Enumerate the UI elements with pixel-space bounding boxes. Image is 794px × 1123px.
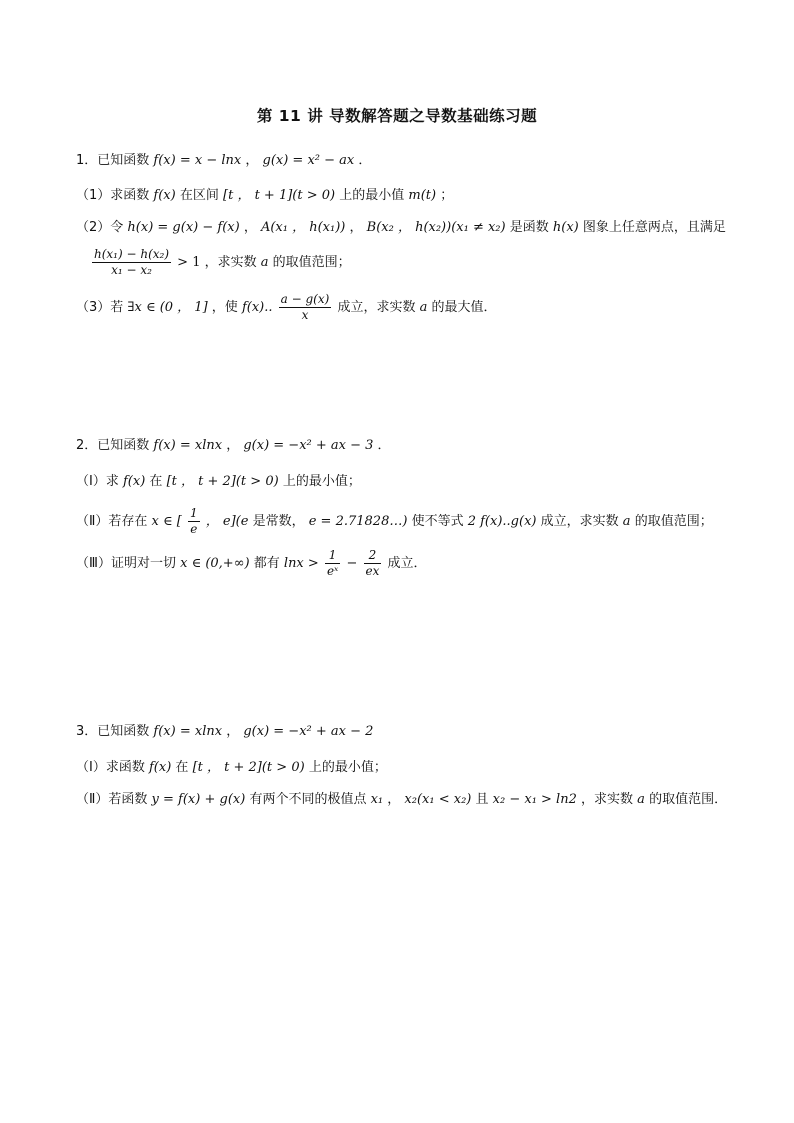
problem-1-part-2-cond <box>90 247 351 278</box>
formula: a <box>637 792 645 807</box>
text: 在区间 <box>179 188 219 203</box>
formula: A(x₁ ， h(x₁)) <box>260 220 346 235</box>
formula: [t ， t + 2](t > 0) <box>192 760 305 775</box>
text: （Ⅰ）求 <box>76 474 119 489</box>
text: 的最大值． <box>431 300 497 315</box>
text: 图象上任意两点，且满足 <box>582 220 726 235</box>
text: （Ⅱ）若存在 <box>76 514 148 529</box>
text: 在 <box>149 474 163 489</box>
text: ； <box>440 188 454 203</box>
formula: f(x) = xlnx <box>153 438 223 453</box>
text: （Ⅱ）若函数 <box>76 792 148 807</box>
formula: ∃x ∈ (0 ， 1] <box>127 300 208 315</box>
formula: lnx > <box>283 556 319 571</box>
text: 是函数 <box>509 220 549 235</box>
fraction-denominator: x₁ − x₂ <box>111 263 152 277</box>
formula: [t ， t + 1](t > 0) <box>223 188 336 203</box>
text: 上的最小值； <box>308 760 387 775</box>
formula: a <box>419 300 428 315</box>
problem-2-part-2 <box>76 506 713 537</box>
text: （2）令 <box>76 220 124 235</box>
text: 成立，求实数 <box>337 300 416 315</box>
text: ，求实数 <box>581 792 634 807</box>
text: 3．已知函数 <box>76 724 150 739</box>
fraction-denominator: eˣ <box>326 564 339 578</box>
formula: f(x).. <box>241 300 273 315</box>
fraction <box>92 247 171 278</box>
formula: a <box>260 255 269 270</box>
text: 是常数， <box>252 514 305 529</box>
fraction-numerator: 1 <box>189 506 198 520</box>
formula: m(t) <box>408 188 437 203</box>
fraction-denominator: x <box>301 308 309 322</box>
formula: [t ， t + 2](t > 0) <box>166 474 279 489</box>
text: 使不等式 <box>411 514 464 529</box>
problem-2-stem: 2．已知函数 f(x) = xlnx ， g(x) = −x² + ax − 3 ． <box>76 438 391 453</box>
fraction-numerator: a − g(x) <box>280 292 330 306</box>
fraction-numerator: h(x₁) − h(x₂) <box>94 247 170 261</box>
formula: e = 2.71828…) <box>308 514 408 529</box>
text: 的取值范围． <box>649 792 728 807</box>
formula: x ∈ (0,+∞) <box>180 556 250 571</box>
fraction <box>188 506 200 537</box>
text: ，使 <box>211 300 238 315</box>
formula: > 1 <box>177 255 201 270</box>
problem-3-part-1 <box>76 758 387 778</box>
problem-3-part-2: （Ⅱ）若函数 y = f(x) + g(x) 有两个不同的极值点 x₁ ， x₂(x₁ < x₂) 且 x₂ − x₁ > ln2 ，求实数 a 的取值范围． <box>76 792 728 807</box>
text: 的取值范围； <box>634 514 713 529</box>
formula: y = f(x) + g(x) <box>151 792 246 807</box>
formula: f(x) <box>148 760 172 775</box>
formula: x₂ − x₁ > ln2 <box>492 792 577 807</box>
formula: f(x) = x − lnx <box>153 153 242 168</box>
formula: f(x) <box>122 474 146 489</box>
formula: f(x) <box>153 188 176 203</box>
problem-1-part-2: （2）令 h(x) = g(x) − f(x) ， A(x₁ ， h(x₁)) ， B(x₂ ， h(x₂))(x₁ ≠ x₂) 是函数 h(x) 图象上任意两点，且满足 <box>76 220 726 235</box>
formula: g(x) = x² − ax <box>262 153 355 168</box>
text: 上的最小值； <box>282 474 361 489</box>
page-title: 第 11 讲 导数解答题之导数基础练习题 <box>256 107 538 125</box>
formula: a <box>622 514 631 529</box>
problem-1-part-1 <box>76 186 453 206</box>
fraction <box>279 292 332 323</box>
text: 的取值范围； <box>272 255 351 270</box>
formula: f(x) = xlnx <box>153 724 223 739</box>
formula: ， e](e <box>205 514 249 529</box>
problem-2-part-3 <box>76 548 427 579</box>
text: （Ⅰ）求函数 <box>76 760 145 775</box>
formula: g(x) = −x² + ax − 3 <box>243 438 374 453</box>
fraction <box>364 548 382 579</box>
problem-1-stem: 1．已知函数 f(x) = x − lnx ， g(x) = x² − ax ． <box>76 153 372 168</box>
problem-1-part-3 <box>76 292 497 323</box>
formula: g(x) = −x² + ax − 2 <box>243 724 374 739</box>
text: （1）求函数 <box>76 188 150 203</box>
formula: h(x) <box>552 220 579 235</box>
text: 都有 <box>253 556 280 571</box>
formula: h(x) = g(x) − f(x) <box>127 220 240 235</box>
text: ，求实数 <box>204 255 257 270</box>
text: 1．已知函数 <box>76 153 150 168</box>
text: （3）若 <box>76 300 124 315</box>
text: 2．已知函数 <box>76 438 150 453</box>
formula: − <box>346 556 358 571</box>
fraction <box>325 548 340 579</box>
text: 有两个不同的极值点 <box>249 792 367 807</box>
formula: 2 f(x)..g(x) <box>467 514 537 529</box>
formula: B(x₂ ， h(x₂))(x₁ ≠ x₂) <box>366 220 506 235</box>
text: 成立，求实数 <box>540 514 619 529</box>
fraction-numerator: 2 <box>364 548 382 564</box>
formula: x₂(x₁ < x₂) <box>404 792 472 807</box>
fraction-denominator: e <box>190 522 198 536</box>
formula: x₁ <box>370 792 384 807</box>
text: 成立． <box>387 556 427 571</box>
text: 且 <box>475 792 489 807</box>
text: （Ⅲ）证明对一切 <box>76 556 176 571</box>
problem-3-stem: 3．已知函数 f(x) = xlnx ， g(x) = −x² + ax − 2 <box>76 724 374 739</box>
formula: x ∈ [ <box>151 514 182 529</box>
fraction-denominator: ex <box>365 564 380 578</box>
text: 在 <box>175 760 189 775</box>
fraction-numerator: 1 <box>325 548 340 564</box>
text: 上的最小值 <box>339 188 405 203</box>
problem-2-part-1 <box>76 472 361 492</box>
